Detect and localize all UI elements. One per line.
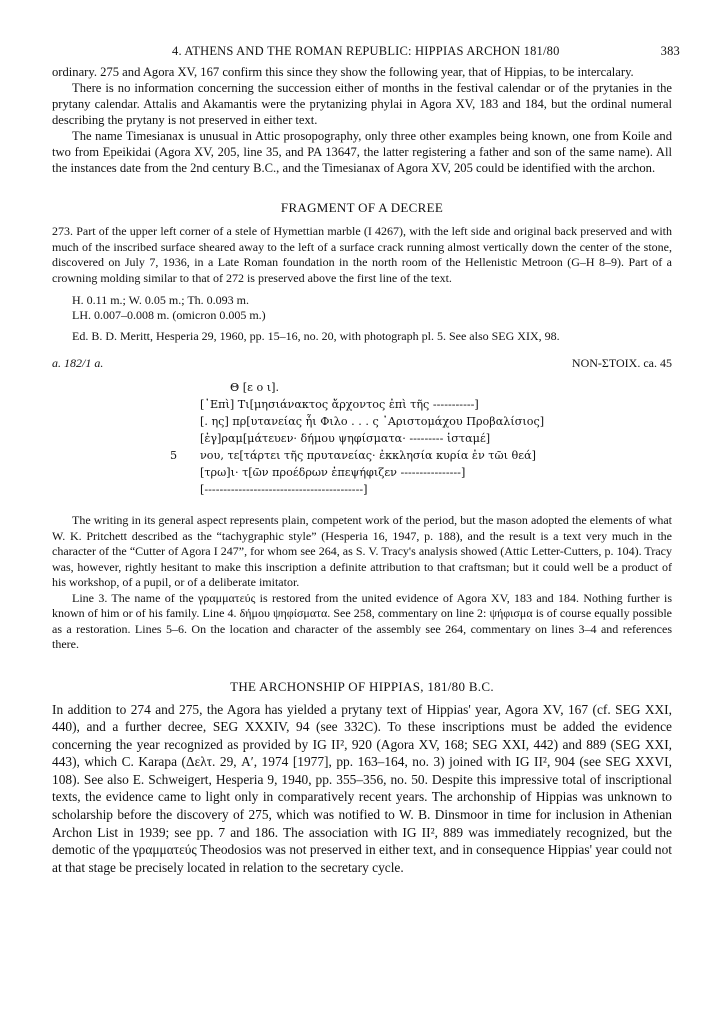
- inscription-line-2: [. ης] πρ[υτανείας ἧι Φιλο . . . ς ᾿Αριστομάχου Προβαλίσιος]: [200, 415, 545, 428]
- measurement-letter-height: LH. 0.007–0.008 m. (omicron 0.005 m.): [72, 308, 266, 322]
- measurement-dimensions: H. 0.11 m.; W. 0.05 m.; Th. 0.093 m.: [72, 293, 250, 307]
- page-number: 383: [660, 44, 680, 58]
- running-header: [52, 44, 680, 62]
- intro-paragraph-3: The name Timesianax is unusual in Attic prosopography, only three other examples being known, one from Koile and two from Epeikidai (Agora XV, 205, line 35, and PA 13647, the latter registering a father and son of the same name). All the instances date from the 2nd century B.C., and the Timesianax of Agora XV, 205 could be identified with the archon.: [52, 129, 672, 175]
- inscription-line-1: [᾿Επὶ] Τι[μησιάνακτος ἄρχοντος ἐπὶ τῆς -----------]: [200, 398, 479, 411]
- commentary-paragraph-2: Line 3. The name of the γραμματεύς is restored from the united evidence of Agora XV, 183 and 184. Nothing further is known of him or of his family. Line 4. δήμου ψηφίσματα. See 258, commentary on line 2: ψήφισμα is of course equally possible as a restoration. Lines 5–6. On the location and character of the assembly see 264, commentary on lines 3–4 and references there.: [52, 590, 672, 651]
- page: [52, 44, 680, 876]
- inscription-line-4: νου, τε[τάρτει τῆς πρυτανείας· ἐκκλησία κυρία ἐν τῶι θεά]: [200, 449, 537, 462]
- inscription-line-number: 5: [170, 449, 178, 462]
- date-line: [52, 356, 672, 371]
- intro-paragraph-2: There is no information concerning the succession either of months in the festival calendar or of the prytanies in the prytany calendar. Attalis and Akamantis were the prytanizing phylai in Agora XV, 183 and 184, but the ordinal numeral describing the prytany is not preserved in either text.: [52, 81, 672, 127]
- running-title: 4. ATHENS AND THE ROMAN REPUBLIC: HIPPIAS ARCHON 181/80: [172, 44, 560, 58]
- inscription-line-3: [ἐγ]ραμ[μάτευεν· δήμου ψηφίσματα· --------- ἱσταμέ]: [200, 432, 491, 445]
- inscription-line-5: [τρω]ι· τ[ῶν προέδρων ἐπεψήφιζεν ----------------]: [200, 466, 466, 479]
- date: a. 182/1 a.: [52, 356, 104, 370]
- stoichedon-note: NON-ΣΤΟΙΧ. ca. 45: [571, 356, 672, 370]
- fragment-description: 273. Part of the upper left corner of a stele of Hymettian marble (I 4267), with the left side and original back preserved and with much of the inscribed surface sheared away to the left of a surface crack running almost vertically down the center of the stone, discovered on July 7, 1936, in a Late Roman foundation in the north room of the Hellenistic Metroon (G–H 8–9). Part of a crowning molding similar to that of 272 is preserved above the first line of the text.: [52, 224, 672, 285]
- edition-reference: Ed. B. D. Meritt, Hesperia 29, 1960, pp. 15–16, no. 20, with photograph pl. 5. See also SEG XIX, 98.: [72, 329, 560, 343]
- commentary-paragraph-1: The writing in its general aspect represents plain, competent work of the period, but the mason adopted the elements of what W. K. Pritchett described as the “tachygraphic style” (Hesperia 16, 1947, p. 188), and the result is a text very much in the character of the “Cutter of Agora I 247”, for whom see 264, as S. V. Tracy's analysis showed (Attic Letter-Cutters, p. 104). Tracy was, however, rightly hesitant to make this inscription a definite attribution to that craftsman; but it could well be a product of his workshop, of a pupil, or of a deliberate imitator.: [52, 513, 672, 589]
- archonship-paragraph: In addition to 274 and 275, the Agora has yielded a prytany text of Hippias' year, Agora XV, 167 (cf. SEG XXI, 440), and a further decree, SEG XXXIV, 94 (see 332C). To these inscriptions must be added the evidence concerning the year recognized as provided by IG II², 920 (Agora XV, 168; SEG XXI, 442) and 889 (SEG XXI, 443), which C. Karapa (Δελτ. 29, A′, 1974 [1977], pp. 163–164, no. 3) joined with IG II², 904 (see SEG XXVI, 108). See also E. Schweigert, Hesperia 9, 1940, pp. 355–356, no. 50. Despite this impressive total of inscriptional texts, the evidence came to light only in comparatively recent years. The archonship of Hippias was unknown to scholarship before the discovery of 275, which was notified to W. B. Dinsmoor in time for inclusion in Athenian Archon List in 1939; see pp. 7 and 186. The association with IG II², 889 was immediately recognized, but the demotic of the γραμματεύς Theodosios was not preserved in either text, and in consequence Hippias' year could not at that stage be precisely located in relation to the secretary cycle.: [52, 701, 672, 875]
- section-title-fragment: FRAGMENT OF A DECREE: [280, 200, 444, 215]
- inscription-line-0: Θ [ε ο ι].: [230, 381, 280, 394]
- inscription-line-6: [------------------------------------------]: [200, 483, 368, 496]
- intro-paragraph-1: ordinary. 275 and Agora XV, 167 confirm this since they show the following year, that of Hippias, to be intercalary.: [52, 65, 634, 79]
- section-title-archonship: THE ARCHONSHIP OF HIPPIAS, 181/80 B.C.: [230, 678, 494, 694]
- inscription-text: [52, 379, 672, 496]
